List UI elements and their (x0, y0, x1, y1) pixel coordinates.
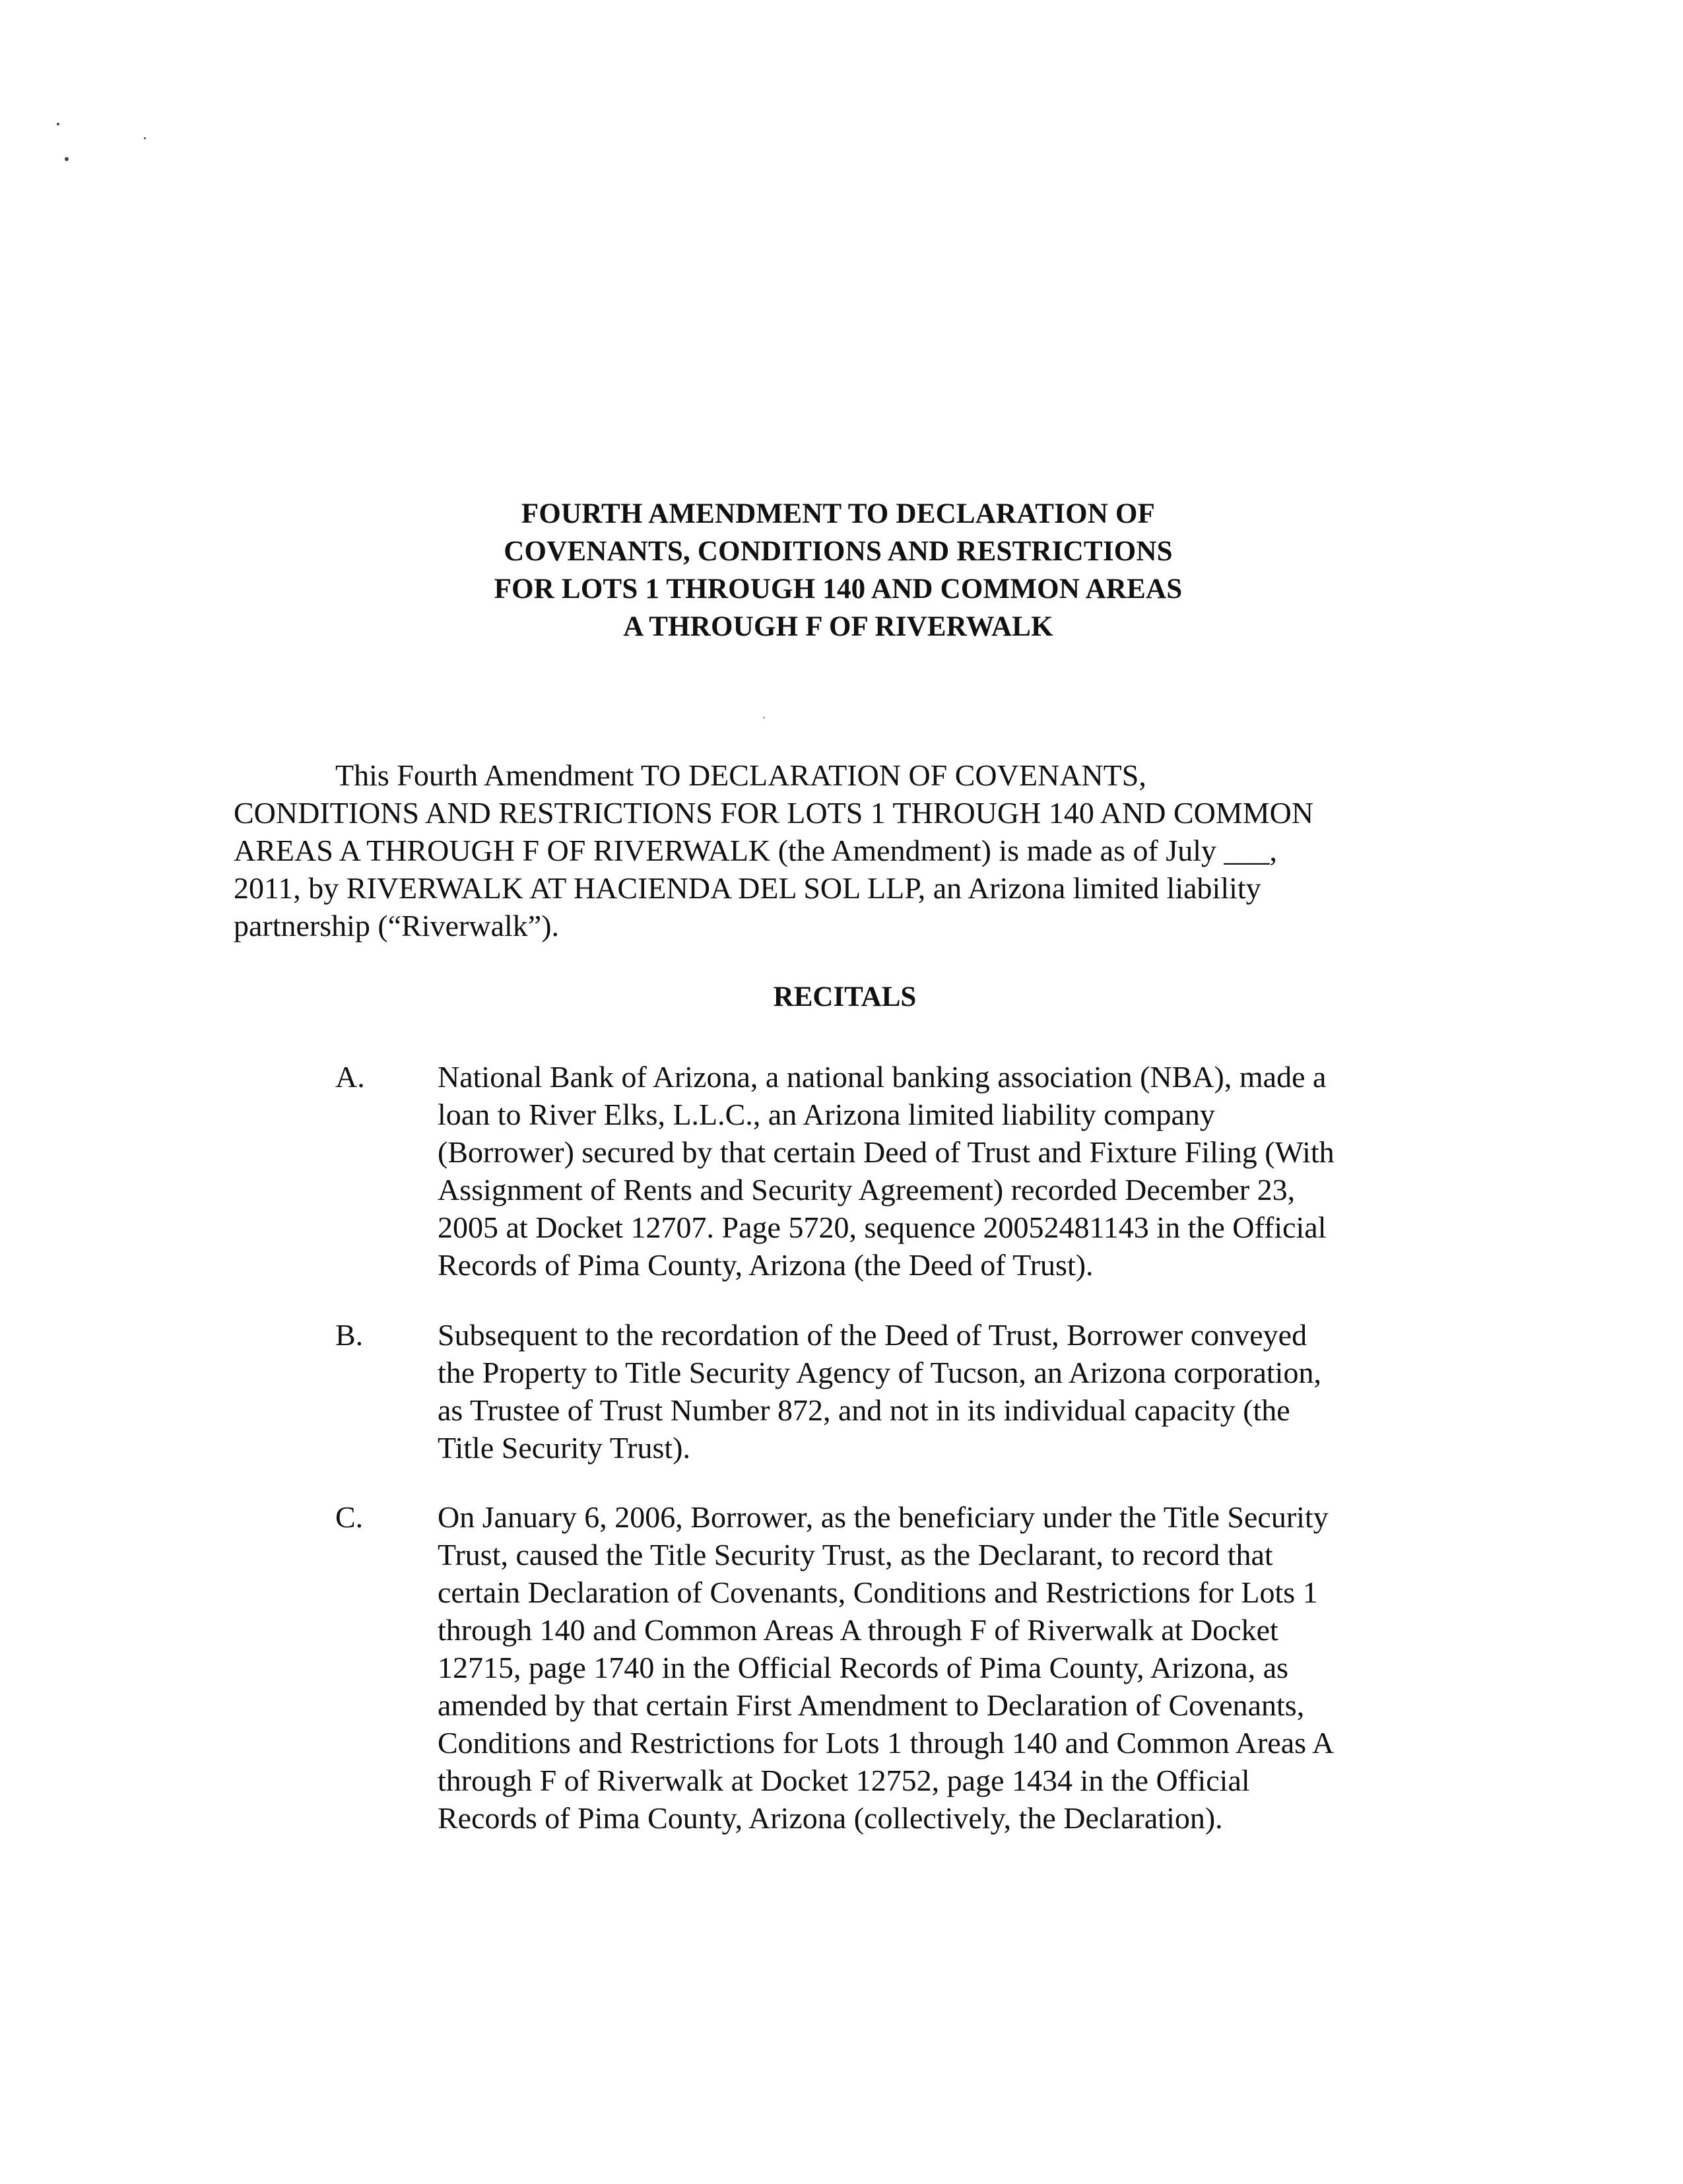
recital-line: 12715, page 1740 in the Official Records of Pima County, Arizona, as (438, 1651, 1289, 1684)
recital-line: the Property to Title Security Agency of Tucson, an Arizona corporation, (438, 1356, 1321, 1389)
recital-line: Records of Pima County, Arizona (the Deed of Trust). (438, 1248, 1094, 1282)
intro-line: AREAS A THROUGH F OF RIVERWALK (the Amendment) is made as of July ___, (234, 834, 1278, 867)
recitals-heading: RECITALS (773, 981, 917, 1012)
recital-line: Assignment of Rents and Security Agreement) recorded December 23, (438, 1173, 1296, 1207)
recital-letter: C. (335, 1500, 364, 1534)
scan-speck (763, 717, 765, 719)
recital-line: amended by that certain First Amendment to Declaration of Covenants, (438, 1688, 1305, 1722)
document-title (370, 495, 1307, 645)
intro-line: This Fourth Amendment TO DECLARATION OF COVENANTS, (335, 758, 1146, 792)
recital-line: On January 6, 2006, Borrower, as the beneficiary under the Title Security (438, 1500, 1329, 1534)
recital-line: Conditions and Restrictions for Lots 1 through 140 and Common Areas A (438, 1726, 1335, 1760)
recital-line: National Bank of Arizona, a national banking association (NBA), made a (438, 1060, 1327, 1094)
recital-line: Subsequent to the recordation of the Deed of Trust, Borrower conveyed (438, 1318, 1307, 1352)
title-line: FOURTH AMENDMENT TO DECLARATION OF (521, 498, 1156, 529)
intro-line: partnership (“Riverwalk”). (234, 909, 560, 943)
recital-line: certain Declaration of Covenants, Conditions and Restrictions for Lots 1 (438, 1575, 1318, 1609)
recital-line: through F of Riverwalk at Docket 12752, page 1434 in the Official (438, 1764, 1250, 1797)
recital-line: Title Security Trust). (438, 1431, 691, 1465)
title-line: A THROUGH F OF RIVERWALK (623, 611, 1053, 642)
recital-body (438, 1498, 1454, 1837)
recital-line: loan to River Elks, L.L.C., an Arizona limited liability company (438, 1098, 1215, 1131)
recital-body (438, 1058, 1454, 1284)
recital-line: Trust, caused the Title Security Trust, as the Declarant, to record that (438, 1538, 1273, 1572)
title-line: FOR LOTS 1 THROUGH 140 AND COMMON AREAS (494, 574, 1183, 605)
scan-speck (57, 123, 59, 125)
recital-letter: B. (335, 1318, 364, 1352)
recital-line: as Trustee of Trust Number 872, and not in its individual capacity (the (438, 1393, 1290, 1427)
scan-speck (65, 157, 69, 161)
intro-line: 2011, by RIVERWALK AT HACIENDA DEL SOL LLP, an Arizona limited liability (234, 871, 1261, 905)
recital-line: (Borrower) secured by that certain Deed of Trust and Fixture Filing (With (438, 1135, 1335, 1169)
recital-body (438, 1316, 1454, 1467)
intro-paragraph (234, 756, 1422, 944)
recital-line: 2005 at Docket 12707. Page 5720, sequence 20052481143 in the Official (438, 1210, 1327, 1244)
recital-line: through 140 and Common Areas A through F of Riverwalk at Docket (438, 1613, 1278, 1647)
recital-line: Records of Pima County, Arizona (collectively, the Declaration). (438, 1801, 1223, 1835)
scan-speck (144, 137, 146, 139)
intro-line: CONDITIONS AND RESTRICTIONS FOR LOTS 1 THROUGH 140 AND COMMON (234, 796, 1314, 830)
recital-letter: A. (335, 1060, 365, 1094)
title-line: COVENANTS, CONDITIONS AND RESTRICTIONS (504, 536, 1173, 567)
